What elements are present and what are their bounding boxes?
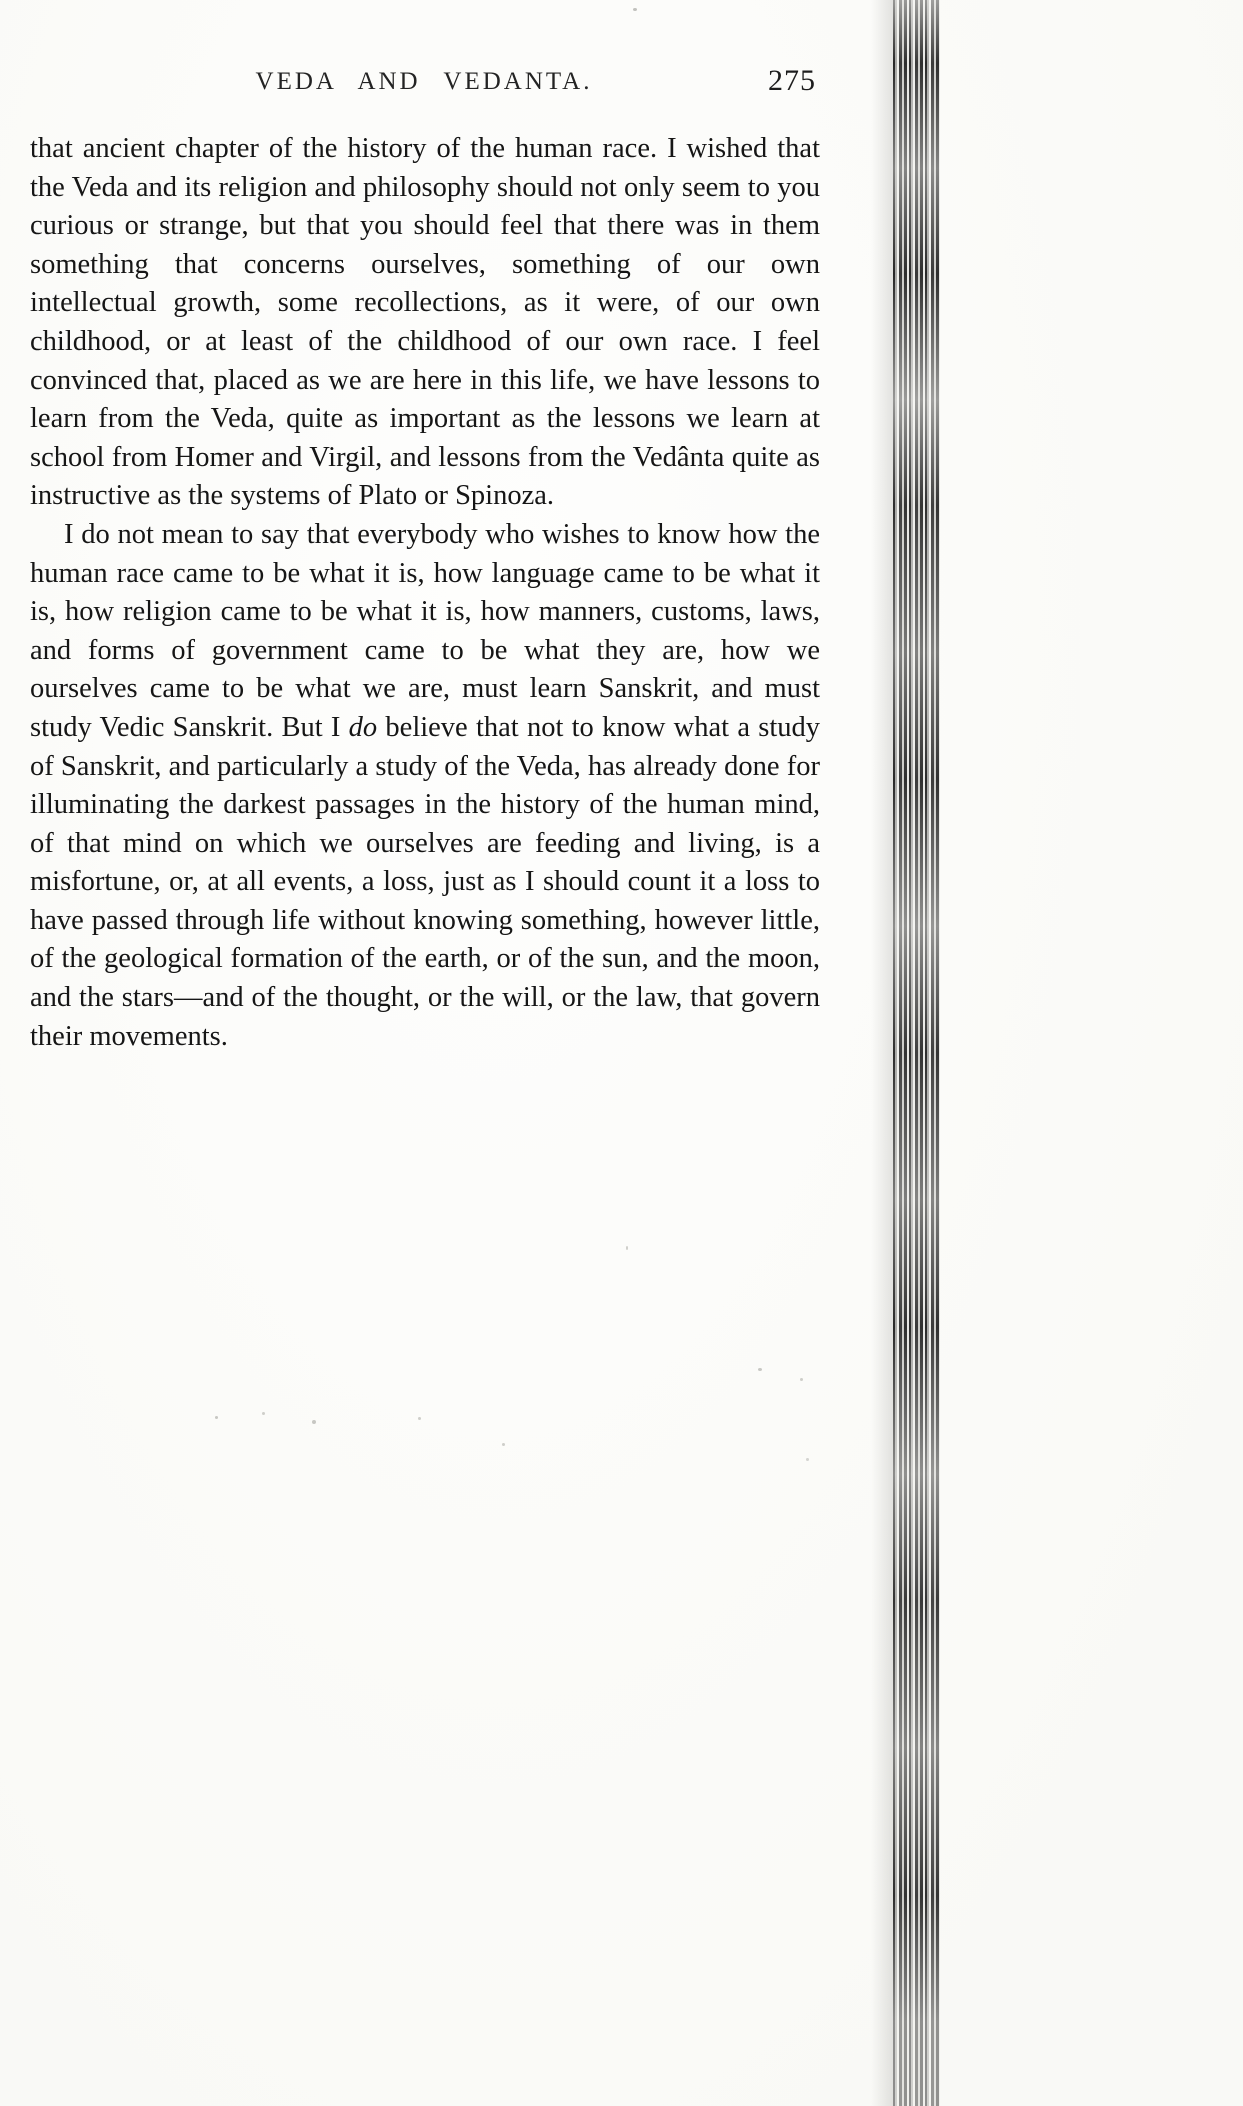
paragraph-2-text-continued: believe that not to know what a study of Sanskrit, and particularly a study of the Veda, has already done for illuminating the darkest passages in the history of the human mind, of that mind on which we ourselves are feeding and living, is a misfortune, or, at all events, a loss, just as I should count it a loss to have passed through life without knowing something, however little, of the geological formation of the earth, or of the sun, and the moon, and the stars—and of the thought, or the will, or the law, that govern their movements. [30,711,820,1052]
paragraph-2-text: I do not mean to say that everybody who wishes to know how the human race came to be what it is, how language came to be what it is, how religion came to be what it is, how manners, customs, laws, and forms of government came to be what they are, how we ourselves came to be what we are, must learn Sanskrit, and must study Vedic Sanskrit. But I [30,518,820,743]
scan-speckle [418,1417,421,1420]
paragraph-2 [30,516,820,1056]
scan-speckle [806,1458,809,1461]
scan-speckle [633,8,637,11]
paragraph-1: that ancient chapter of the history of the human race. I wished that the Veda and its religion and philosophy should not only seem to you curious or strange, but that you should feel that there was in them something that concerns ourselves, something of our own intellectual growth, some recollections, as it were, of our own childhood, or at least of the childhood of our own race. I feel convinced that, placed as we are here in this life, we have lessons to learn from the Veda, quite as important as the lessons we learn at school from Homer and Virgil, and lessons from the Vedânta quite as instructive as the systems of Plato or Spinoza. [30,133,820,512]
page-body [30,130,820,1056]
running-title: VEDA AND VEDANTA. [255,68,593,95]
scan-speckle [215,1416,218,1419]
scan-speckle [312,1420,316,1424]
page-number: 275 [768,64,816,97]
scan-gutter-shadow [893,0,940,2106]
scan-speckle [800,1378,803,1381]
scan-speckle [626,1246,628,1250]
scan-gutter-fade [871,0,893,2106]
scan-speckle [262,1412,265,1415]
scan-speckle [502,1443,505,1446]
page-header [30,64,818,108]
paragraph-2-italic-word: do [348,711,378,743]
scan-speckle [758,1368,762,1371]
